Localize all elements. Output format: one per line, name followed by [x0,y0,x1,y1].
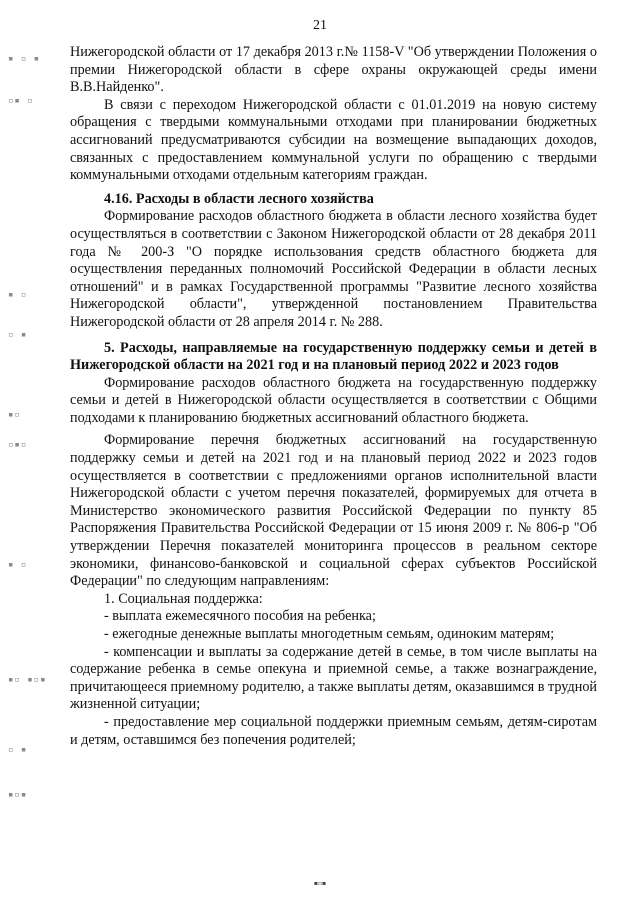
margin-scan-mark: ▫ ▪ [8,745,28,755]
margin-scan-mark: ▪ ▫ [8,290,28,300]
paragraph-family-support-2: Формирование перечня бюджетных ассигнований на государственную поддержку семьи и детей на 2021 год и на плановый период 2022 и 2023 годов осуществляется в соответствии с предложениями органов исполнительной власти Нижегородской области с учетом перечня показателей, формируемых для отчета в Министерство экономического развития Российской Федерации по пункту 85 Распоряжения Правительства Российской Федерации от 15 июня 2009 г. № 806-р "Об утверждении Перечня показателей мониторинга процессов в реальном секторе экономики, финансово-банковской и социальной сферах субъектов Российской Федерации" по следующим направлениям: [70,432,597,590]
margin-scan-mark: ▪▫ ▪▫▪ [8,675,47,685]
list-item: - выплата ежемесячного пособия на ребенка; [104,608,376,625]
paragraph-continuation: Нижегородской области от 17 декабря 2013 г.№ 1158-V "Об утверждении Положения о премии Нижегородской области в сфере охраны окружающей среды имени В.В.Найденко". [70,44,597,96]
section-heading-5: 5. Расходы, направляемые на государственную поддержку семьи и детей в Нижегородской области на 2021 год и на плановый период 2022 и 2023 годов [70,339,597,374]
margin-scan-mark: ▫▪ ▫ [8,96,34,106]
list-item: - ежегодные денежные выплаты многодетным семьям, одиноким матерям; [104,626,555,642]
margin-scan-mark: ▪▫▪ [8,790,28,800]
paragraph-tko: В связи с переходом Нижегородской области с 01.01.2019 на новую систему обращения с твердыми коммунальными отходами при планировании бюджетных ассигнований предусматриваются субсидии на возмещение выпадающих доходов, связанных с предоставлением коммунальной услуги по обращению с твердыми коммунальными отходами отдельным категориям граждан. [70,96,597,184]
margin-scan-mark: ▪ ▫ [8,560,28,570]
paragraph-forestry: Формирование расходов областного бюджета в области лесного хозяйства будет осуществляться в соответствии с Законом Нижегородской области от 28 декабря 2011 года № 200-З "О порядке использования средств областного бюджета для осуществления переданных полномочий Российской Федерации в области лесных отношений" и в рамках Государственной программы "Развитие лесного хозяйства Нижегородской области", утвержденной постановлением Правительства Нижегородской области от 28 апреля 2014 г. № 288. [70,208,597,330]
margin-scan-mark: ▪ ▫ ▪ [8,54,41,64]
list-item: - предоставление мер социальной поддержки приемным семьям, детям-сиротам и детям, оставшимся без попечения родителей; [70,713,597,748]
paragraph-family-support-1: Формирование расходов областного бюджета на государственную поддержку семьи и детей в Нижегородской области осуществляется в соответствии с Общими подходами к планированию бюджетных ассигнований областного бюджета. [70,374,597,426]
margin-scan-mark: ▫ ▪ [8,330,28,340]
footer-scan-mark: ▪▫▪ [313,880,327,887]
list-title: 1. Социальная поддержка: [104,590,263,607]
margin-scan-mark: ▫▪▫ [8,440,28,450]
margin-scan-mark: ▪▫ [8,410,21,420]
list-item: - компенсации и выплаты за содержание детей в семье, в том числе выплаты на содержание ребенка в семье опекуна и приемной семье, а также вознаграждение, причитающееся приемному родителю, а также выплаты детям, оказавшимся в трудной жизненной ситуации; [70,643,597,713]
page-number: 21 [313,18,327,33]
section-heading-4-16: 4.16. Расходы в области лесного хозяйства [104,190,374,207]
document-body [70,44,597,749]
